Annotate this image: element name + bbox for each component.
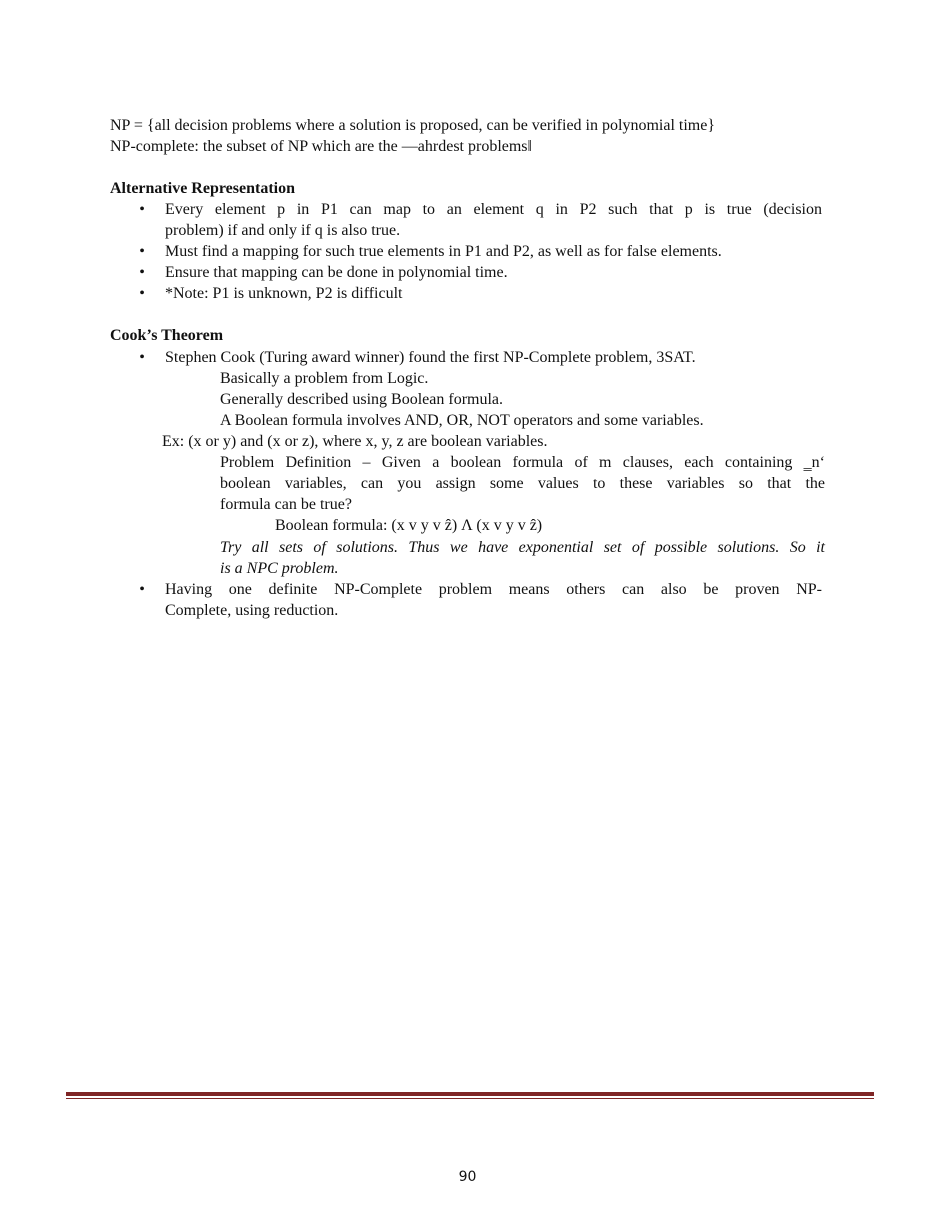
alt-rep-bullet-1-line-2: problem) if and only if q is also true. [165, 222, 401, 239]
cooks-theorem-heading: Cook’s Theorem [110, 327, 224, 344]
bullet-icon: • [139, 201, 145, 218]
cook-sub-item-2: Generally described using Boolean formula. [220, 391, 504, 408]
alt-rep-bullet-3: Ensure that mapping can be done in polynomial time. [165, 264, 508, 281]
npc-definition: NP-complete: the subset of NP which are the ―ahrdest problems‖ [110, 138, 533, 155]
npc-explanation-line-1: Try all sets of solutions. Thus we have exponential set of possible solutions. So it [220, 539, 825, 556]
bullet-icon: • [139, 349, 145, 366]
page-number: 90 [458, 1169, 477, 1185]
alt-rep-bullet-2: Must find a mapping for such true elements in P1 and P2, as well as for false elements. [165, 243, 722, 260]
npc-explanation-line-2: is a NPC problem. [220, 560, 339, 577]
alt-rep-bullet-1-line-1: Every element p in P1 can map to an element q in P2 such that p is true (decision [165, 201, 822, 218]
problem-definition-line-1: Problem Definition – Given a boolean formula of m clauses, each containing ‗n‘ [220, 454, 825, 471]
np-definition: NP = {all decision problems where a solution is proposed, can be verified in polynomial time} [110, 117, 715, 134]
alt-rep-bullet-4: *Note: P1 is unknown, P2 is difficult [165, 285, 403, 302]
bullet-icon: • [139, 581, 145, 598]
bullet-icon: • [139, 285, 145, 302]
bullet-icon: • [139, 243, 145, 260]
bullet-icon: • [139, 264, 145, 281]
cook-bullet-2-line-1: Having one definite NP-Complete problem means others can also be proven NP- [165, 581, 822, 598]
cook-bullet-1: Stephen Cook (Turing award winner) found the first NP-Complete problem, 3SAT. [165, 349, 696, 366]
cook-sub-item-1: Basically a problem from Logic. [220, 370, 429, 387]
alternative-representation-heading: Alternative Representation [110, 180, 295, 197]
cook-example: Ex: (x or y) and (x or z), where x, y, z are boolean variables. [162, 433, 548, 450]
cook-bullet-2-line-2: Complete, using reduction. [165, 602, 339, 619]
problem-definition-line-2: boolean variables, can you assign some values to these variables so that the [220, 475, 825, 492]
problem-definition-line-3: formula can be true? [220, 496, 352, 513]
footer-rule-thick [66, 1092, 874, 1096]
cook-sub-item-3: A Boolean formula involves AND, OR, NOT operators and some variables. [220, 412, 704, 429]
boolean-formula: Boolean formula: (x v y v ẑ) Λ (x v y v ẑ) [275, 517, 543, 534]
footer-rule-thin [66, 1098, 874, 1099]
